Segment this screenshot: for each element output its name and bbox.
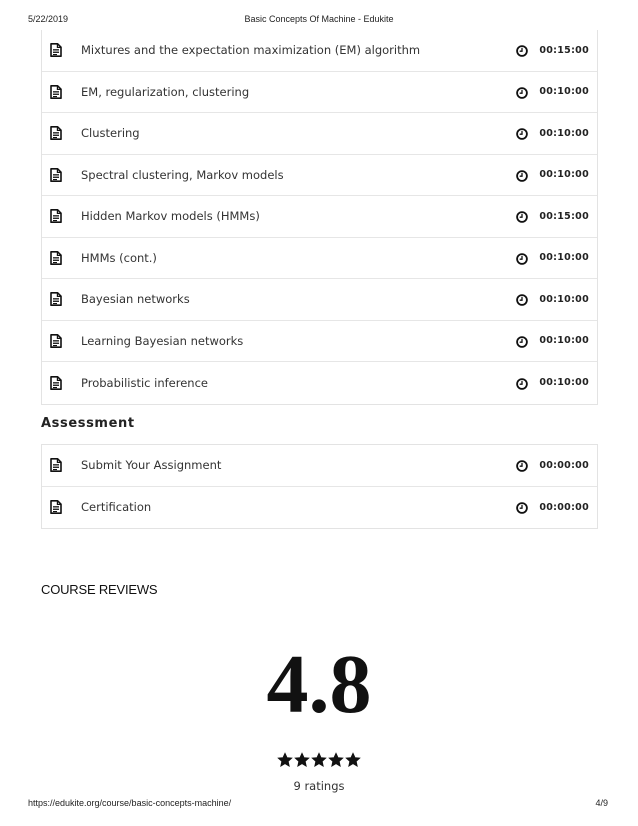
lesson-row[interactable] bbox=[42, 113, 597, 155]
clock-icon bbox=[516, 293, 528, 305]
document-icon bbox=[50, 292, 62, 306]
clock-icon bbox=[516, 86, 528, 98]
lesson-title[interactable]: Clustering bbox=[81, 126, 140, 141]
print-header bbox=[0, 14, 638, 28]
lesson-row[interactable] bbox=[42, 321, 597, 363]
document-icon bbox=[50, 500, 62, 514]
lesson-title[interactable]: HMMs (cont.) bbox=[81, 250, 157, 265]
lesson-duration: 00:10:00 bbox=[539, 377, 589, 389]
lesson-row[interactable] bbox=[42, 445, 597, 487]
average-rating: 4.8 bbox=[266, 638, 372, 731]
star-icon bbox=[311, 752, 327, 768]
lesson-duration: 00:00:00 bbox=[539, 459, 589, 471]
document-icon bbox=[50, 43, 62, 57]
document-icon bbox=[50, 376, 62, 390]
star-icon bbox=[345, 752, 361, 768]
lesson-row[interactable] bbox=[42, 238, 597, 280]
clock-icon bbox=[516, 44, 528, 56]
lesson-title[interactable]: Submit Your Assignment bbox=[81, 458, 222, 473]
clock-icon bbox=[516, 501, 528, 513]
document-icon bbox=[50, 334, 62, 348]
lesson-row[interactable] bbox=[42, 279, 597, 321]
lesson-duration: 00:15:00 bbox=[539, 210, 589, 222]
print-date: 5/22/2019 bbox=[28, 14, 69, 24]
document-icon bbox=[50, 251, 62, 265]
lesson-row[interactable] bbox=[42, 30, 597, 72]
lesson-row[interactable] bbox=[42, 155, 597, 197]
print-footer bbox=[0, 798, 638, 812]
lesson-duration: 00:10:00 bbox=[539, 335, 589, 347]
lesson-list bbox=[41, 30, 598, 405]
clock-icon bbox=[516, 210, 528, 222]
print-page-title: Basic Concepts Of Machine - Edukite bbox=[244, 14, 394, 24]
clock-icon bbox=[516, 377, 528, 389]
assessment-list bbox=[41, 444, 598, 529]
lesson-duration: 00:15:00 bbox=[539, 44, 589, 56]
clock-icon bbox=[516, 459, 528, 471]
lesson-row[interactable] bbox=[42, 362, 597, 404]
star-icon bbox=[294, 752, 310, 768]
document-icon bbox=[50, 126, 62, 140]
page-number: 4/9 bbox=[595, 798, 608, 808]
lesson-duration: 00:10:00 bbox=[539, 293, 589, 305]
lesson-title[interactable]: Bayesian networks bbox=[81, 292, 190, 307]
lesson-title[interactable]: Spectral clustering, Markov models bbox=[81, 167, 284, 182]
lesson-duration: 00:00:00 bbox=[539, 501, 589, 513]
lesson-row[interactable] bbox=[42, 196, 597, 238]
lesson-duration: 00:10:00 bbox=[539, 127, 589, 139]
clock-icon bbox=[516, 127, 528, 139]
document-icon bbox=[50, 85, 62, 99]
print-url: https://edukite.org/course/basic-concepts-machine/ bbox=[28, 798, 232, 808]
clock-icon bbox=[516, 169, 528, 181]
lesson-title[interactable]: Hidden Markov models (HMMs) bbox=[81, 209, 260, 224]
lesson-row[interactable] bbox=[42, 72, 597, 114]
lesson-title[interactable]: Learning Bayesian networks bbox=[81, 333, 244, 348]
lesson-title[interactable]: Mixtures and the expectation maximization (EM) algorithm bbox=[81, 43, 421, 58]
star-icon bbox=[277, 752, 293, 768]
clock-icon bbox=[516, 335, 528, 347]
document-icon bbox=[50, 458, 62, 472]
document-icon bbox=[50, 209, 62, 223]
course-reviews-heading: COURSE REVIEWS bbox=[41, 582, 158, 597]
lesson-duration: 00:10:00 bbox=[539, 169, 589, 181]
document-icon bbox=[50, 168, 62, 182]
lesson-duration: 00:10:00 bbox=[539, 86, 589, 98]
lesson-title[interactable]: Probabilistic inference bbox=[81, 375, 208, 390]
lesson-title[interactable]: EM, regularization, clustering bbox=[81, 84, 250, 99]
star-icon bbox=[328, 752, 344, 768]
lesson-row[interactable] bbox=[42, 487, 597, 529]
rating-count: 9 ratings bbox=[293, 779, 345, 793]
lesson-duration: 00:10:00 bbox=[539, 252, 589, 264]
clock-icon bbox=[516, 252, 528, 264]
assessment-heading: Assessment bbox=[41, 416, 135, 431]
rating-stars bbox=[0, 752, 638, 772]
lesson-title[interactable]: Certification bbox=[81, 500, 152, 515]
